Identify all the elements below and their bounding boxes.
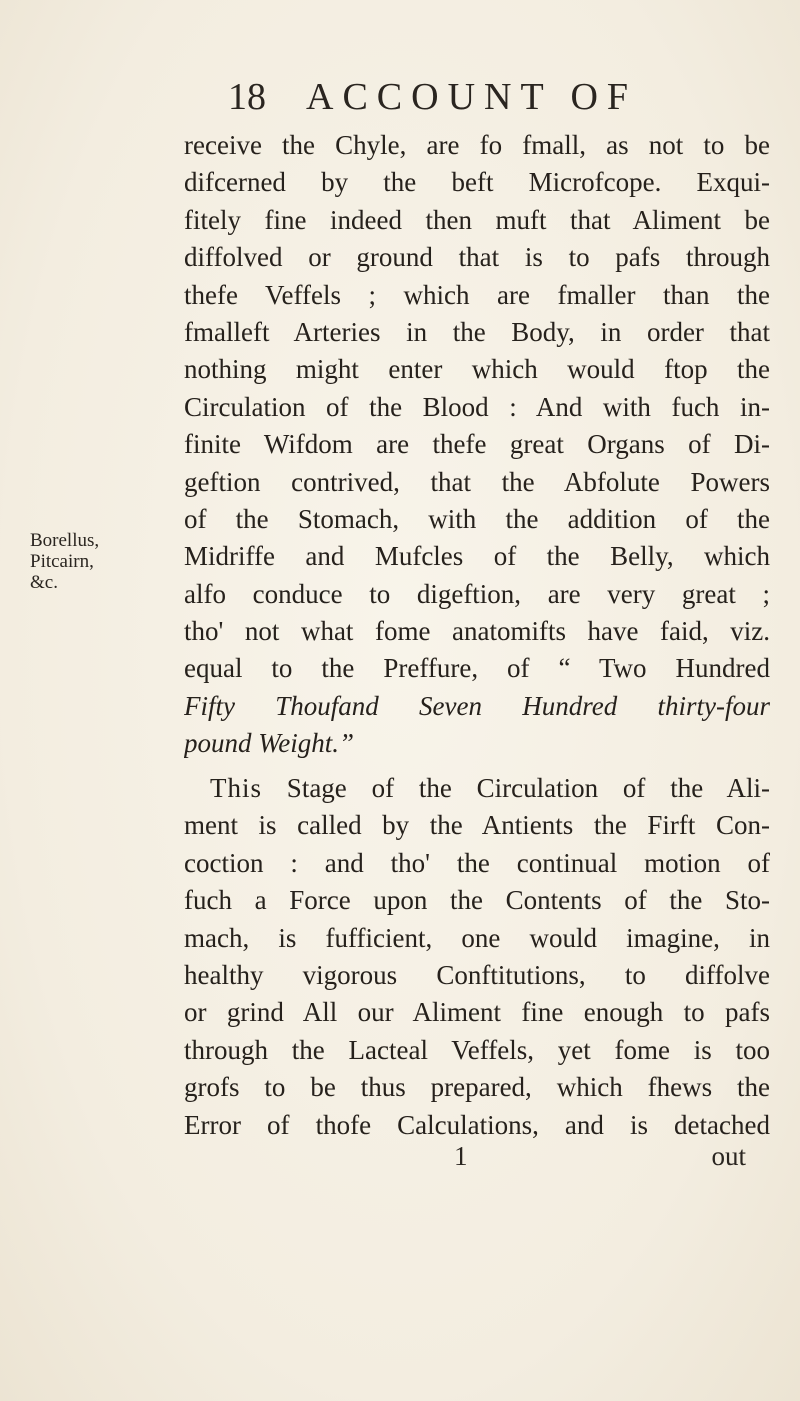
margin-note — [30, 530, 150, 593]
text-line: healthy vigorous Conftitutions, to diffolve — [184, 959, 770, 990]
text-line-rest: Stage of the Circulation of the Ali- — [262, 773, 770, 803]
page-number: 18 — [228, 76, 266, 118]
text-line-italic: Fifty Thoufand Seven Hundred thirty-four — [184, 690, 770, 721]
catchword: out — [711, 1141, 746, 1171]
text-line: equal to the Preffure, of “ Two Hundred — [184, 653, 770, 684]
text-line: difcerned by the beft Microfcope. Exqui- — [184, 167, 770, 198]
text-line: geftion contrived, that the Abfolute Powers — [184, 466, 770, 497]
text-line: fitely fine indeed then muft that Aliment be — [184, 204, 770, 235]
paragraph-1 — [184, 127, 770, 763]
text-line-italic: pound Weight.” — [184, 728, 355, 759]
text-line: diffolved or ground that is to pafs through — [184, 242, 770, 273]
text-line: receive the Chyle, are fo fmall, as not to be — [184, 130, 770, 160]
page-footer — [184, 1138, 770, 1174]
text-line: fuch a Force upon the Contents of the Sto- — [184, 885, 770, 916]
text-line: coction : and tho' the continual motion of — [184, 847, 770, 878]
text-line: nothing might enter which would ftop the — [184, 354, 770, 385]
text-line: Circulation of the Blood : And with fuch in- — [184, 391, 770, 422]
margin-note-line: Pitcairn, — [30, 551, 94, 572]
text-line: Midriffe and Mufcles of the Belly, which — [184, 541, 770, 572]
text-line: tho' not what fome anatomifts have faid, viz. — [184, 616, 770, 647]
text-line: grofs to be thus prepared, which fhews the — [184, 1072, 770, 1103]
text-line: of the Stomach, with the addition of the — [184, 503, 770, 534]
text-line: fmalleft Arteries in the Body, in order that — [184, 316, 770, 347]
page-header — [0, 72, 800, 122]
margin-note-line: Borellus, — [30, 530, 100, 551]
text-line: or grind All our Aliment fine enough to pafs — [184, 997, 770, 1028]
margin-note-line: &c. — [30, 572, 58, 593]
text-line: finite Wifdom are thefe great Organs of Di- — [184, 429, 770, 460]
text-line: thefe Veffels ; which are fmaller than the — [184, 279, 770, 310]
text-line: through the Lacteal Veffels, yet fome is too — [184, 1034, 770, 1065]
text-line: alfo conduce to digeftion, are very great ; — [184, 578, 770, 609]
running-title: ACCOUNT OF — [306, 76, 638, 118]
text-line-first — [184, 770, 770, 807]
text-line: mach, is fufficient, one would imagine, in — [184, 922, 770, 953]
paragraph-lead-word: This — [210, 773, 263, 803]
signature-mark: 1 — [454, 1141, 468, 1171]
text-line: ment is called by the Antients the Firft Con- — [184, 810, 770, 841]
text-line: Error of thofe Calculations, and is detached — [184, 1109, 770, 1140]
paragraph-2 — [184, 770, 770, 1144]
